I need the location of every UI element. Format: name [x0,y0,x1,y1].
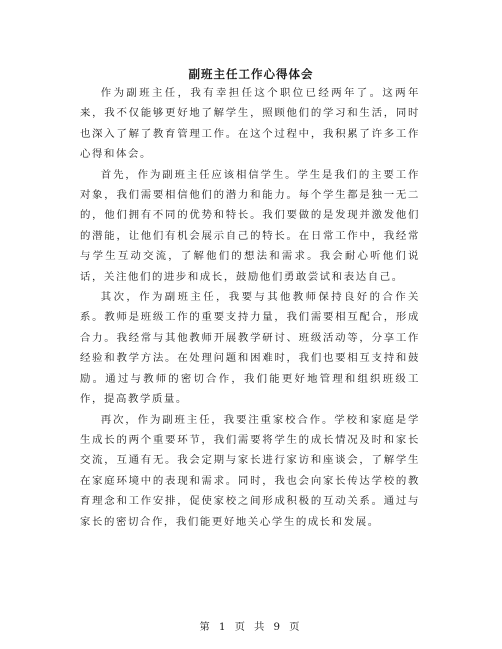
page-footer: 第 1 页 共 9 页 [199,622,303,633]
paragraph-home-school-cooperation: 再次，作为副班主任，我要注重家校合作。学校和家庭是学生成长的两个重要环节，我们需要将学生的成长情况及时和家长交流，互通有无。我会定期与家长进行家访和座谈会，了解学生在家庭环境中的表现和需求。同时，我也会向家长传达学校的教育理念和工作安排，促使家校之间形成积极的互动关系。通过与家长的密切合作，我们能更好地关心学生的成长和发展。 [80,413,420,528]
paragraph-teacher-cooperation: 其次，作为副班主任，我要与其他教师保持良好的合作关系。教师是班级工作的重要支持力量，我们需要相互配合，形成合力。我经常与其他教师开展教学研讨、班级活动等，分享工作经验和教学方法。在处理问题和困难时，我们也要相互支持和鼓励。通过与教师的密切合作，我们能更好地管理和组织班级工作，提高教学质量。 [80,291,420,406]
paragraph-trust-students: 首先，作为副班主任应该相信学生。学生是我们的主要工作对象，我们需要相信他们的潜力和能力。每个学生都是独一无二的，他们拥有不同的优势和特长。我们要做的是发现并激发他们的潜能，让他们有机会展示自己的特长。在日常工作中，我经常与学生互动交流，了解他们的想法和需求。我会耐心听他们说话，关注他们的进步和成长，鼓励他们勇敢尝试和表达自己。 [80,168,420,283]
document-body [80,83,420,532]
paragraph-intro: 作为副班主任，我有幸担任这个职位已经两年了。这两年来，我不仅能够更好地了解学生，照顾他们的学习和生活，同时也深入了解了教育管理工作。在这个过程中，我积累了许多工作心得和体会。 [80,87,420,161]
document-title: 副班主任工作心得体会 [188,67,314,81]
